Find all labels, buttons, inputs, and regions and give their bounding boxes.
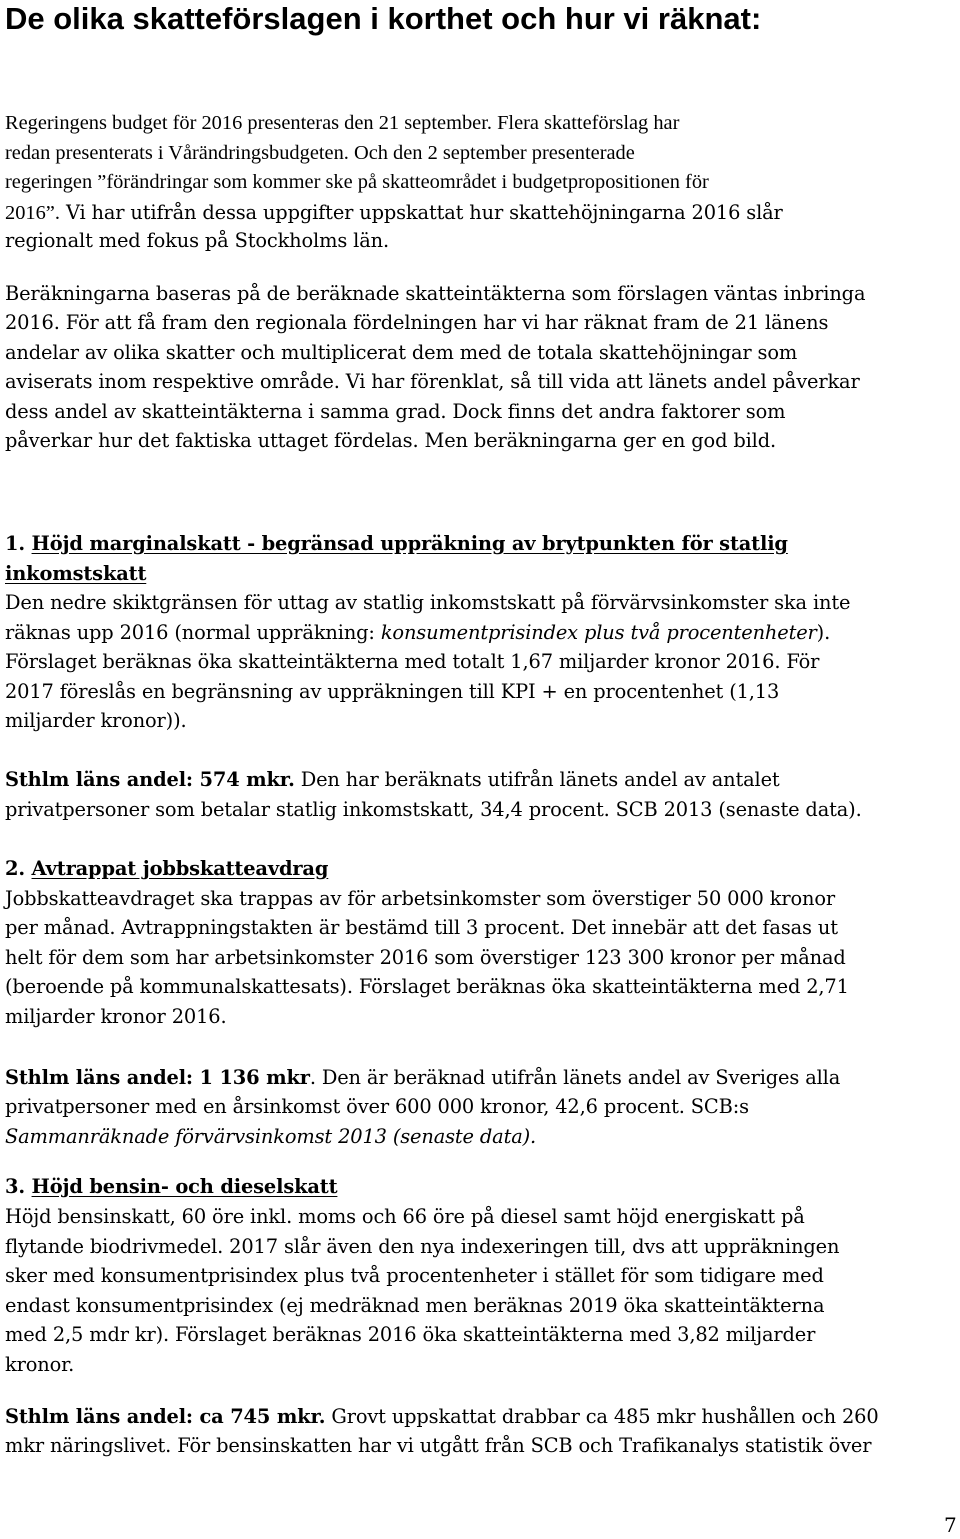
share-label: Sthlm läns andel: 574 mkr. [5,768,295,791]
section-text-line: Förslaget beräknas öka skatteintäkterna med totalt 1,67 miljarder kronor 2016. För [5,650,820,673]
share-line: Sammanräknade förvärvsinkomst 2013 (senaste data). [5,1125,537,1148]
section-text-line: miljarder kronor 2016. [5,1005,227,1028]
section-heading [5,560,146,588]
section-text-line: helt för dem som har arbetsinkomster 2016 som överstiger 123 300 kronor per månad [5,946,846,969]
section-heading-text: Avtrappat jobbskatteavdrag [31,857,329,880]
document-title: De olika skatteförslagen i korthet och hur vi räknat: [5,1,762,36]
section-text-line: (beroende på kommunalskattesats). Förslaget beräknas öka skatteintäkterna med 2,71 [5,975,849,998]
share-line: mkr näringslivet. För bensinskatten har vi utgått från SCB och Trafikanalys statistik över [5,1434,872,1457]
section-number: 1. [5,532,32,555]
intro-line: Beräkningarna baseras på de beräknade skatteintäkterna som förslagen väntas inbringa [5,282,866,305]
section-text-line: 2017 föreslås en begränsning av uppräkningen till KPI + en procentenhet (1,13 [5,680,780,703]
page-number: 7 [944,1513,957,1537]
intro-text-span: 2016”. [5,202,60,224]
section-heading [5,530,788,558]
section-text-line: med 2,5 mdr kr). Förslaget beräknas 2016 öka skatteintäkterna med 3,82 miljarder [5,1323,816,1346]
section-text-line: flytande biodrivmedel. 2017 slår även den nya indexeringen till, dvs att uppräkningen [5,1235,840,1258]
text-span: Den har beräknats utifrån länets andel av antalet [294,768,780,791]
intro-line: påverkar hur det faktiska uttaget fördelas. Men beräkningarna ger en god bild. [5,429,776,452]
section-heading [5,855,328,883]
intro-line: Regeringens budget för 2016 presenteras den 21 september. Flera skatteförslag har [5,112,680,134]
text-span: . Den är beräknad utifrån länets andel av Sveriges alla [309,1066,841,1089]
share-line [5,1064,840,1092]
share-label: Sthlm läns andel: ca 745 mkr. [5,1405,326,1428]
intro-text-span: Vi har utifrån dessa uppgifter uppskattat hur skattehöjningarna 2016 slår [59,201,783,224]
intro-line: regeringen ”förändringar som kommer ske på skatteområdet i budgetpropositionen för [5,171,709,193]
section-text-line: endast konsumentprisindex (ej medräknad men beräknas 2019 öka skatteintäkterna [5,1294,825,1317]
section-text-line: Jobbskatteavdraget ska trappas av för arbetsinkomster som överstiger 50 000 kronor [5,887,835,910]
intro-line: dess andel av skatteintäkterna i samma grad. Dock finns det andra faktorer som [5,400,786,423]
section-text-line: miljarder kronor)). [5,709,187,732]
share-line [5,766,780,794]
italic-text-span: konsumentprisindex plus två procentenheter [380,621,817,644]
section-number: 2. [5,857,32,880]
text-span: räknas upp 2016 (normal uppräkning: [5,621,381,644]
section-heading [5,1173,337,1201]
intro-line: 2016. För att få fram den regionala fördelningen har vi har räknat fram de 21 länens [5,311,829,334]
section-text-line: kronor. [5,1353,75,1376]
section-heading-text: inkomstskatt [5,562,147,585]
intro-line [5,198,783,227]
share-line [5,1403,879,1431]
intro-line: andelar av olika skatter och multiplicerat dem med de totala skattehöjningar som [5,341,798,364]
section-heading-text: Höjd marginalskatt - begränsad uppräkning av brytpunkten för statlig [31,532,788,555]
share-label: Sthlm läns andel: 1 136 mkr [5,1066,310,1089]
section-text-line: sker med konsumentprisindex plus två procentenheter i stället för som tidigare med [5,1264,824,1287]
section-number: 3. [5,1175,32,1198]
section-text-line: Den nedre skiktgränsen för uttag av statlig inkomstskatt på förvärvsinkomster ska inte [5,591,851,614]
text-span: ). [816,621,831,644]
intro-line: redan presenterats i Vårändringsbudgeten. Och den 2 september presenterade [5,142,635,164]
intro-line: regionalt med fokus på Stockholms län. [5,229,389,252]
section-text-line [5,619,830,647]
share-line: privatpersoner som betalar statlig inkomstskatt, 34,4 procent. SCB 2013 (senaste data). [5,798,862,821]
share-line: privatpersoner med en årsinkomst över 600 000 kronor, 42,6 procent. SCB:s [5,1095,749,1118]
text-span: Grovt uppskattat drabbar ca 485 mkr hushållen och 260 [325,1405,879,1428]
intro-line: aviserats inom respektive område. Vi har förenklat, så till vida att länets andel påverkar [5,370,860,393]
section-text-line: per månad. Avtrappningstakten är bestämd till 3 procent. Det innebär att det fasas ut [5,916,838,939]
section-heading-text: Höjd bensin- och dieselskatt [31,1175,338,1198]
section-text-line: Höjd bensinskatt, 60 öre inkl. moms och 66 öre på diesel samt höjd energiskatt på [5,1205,805,1228]
